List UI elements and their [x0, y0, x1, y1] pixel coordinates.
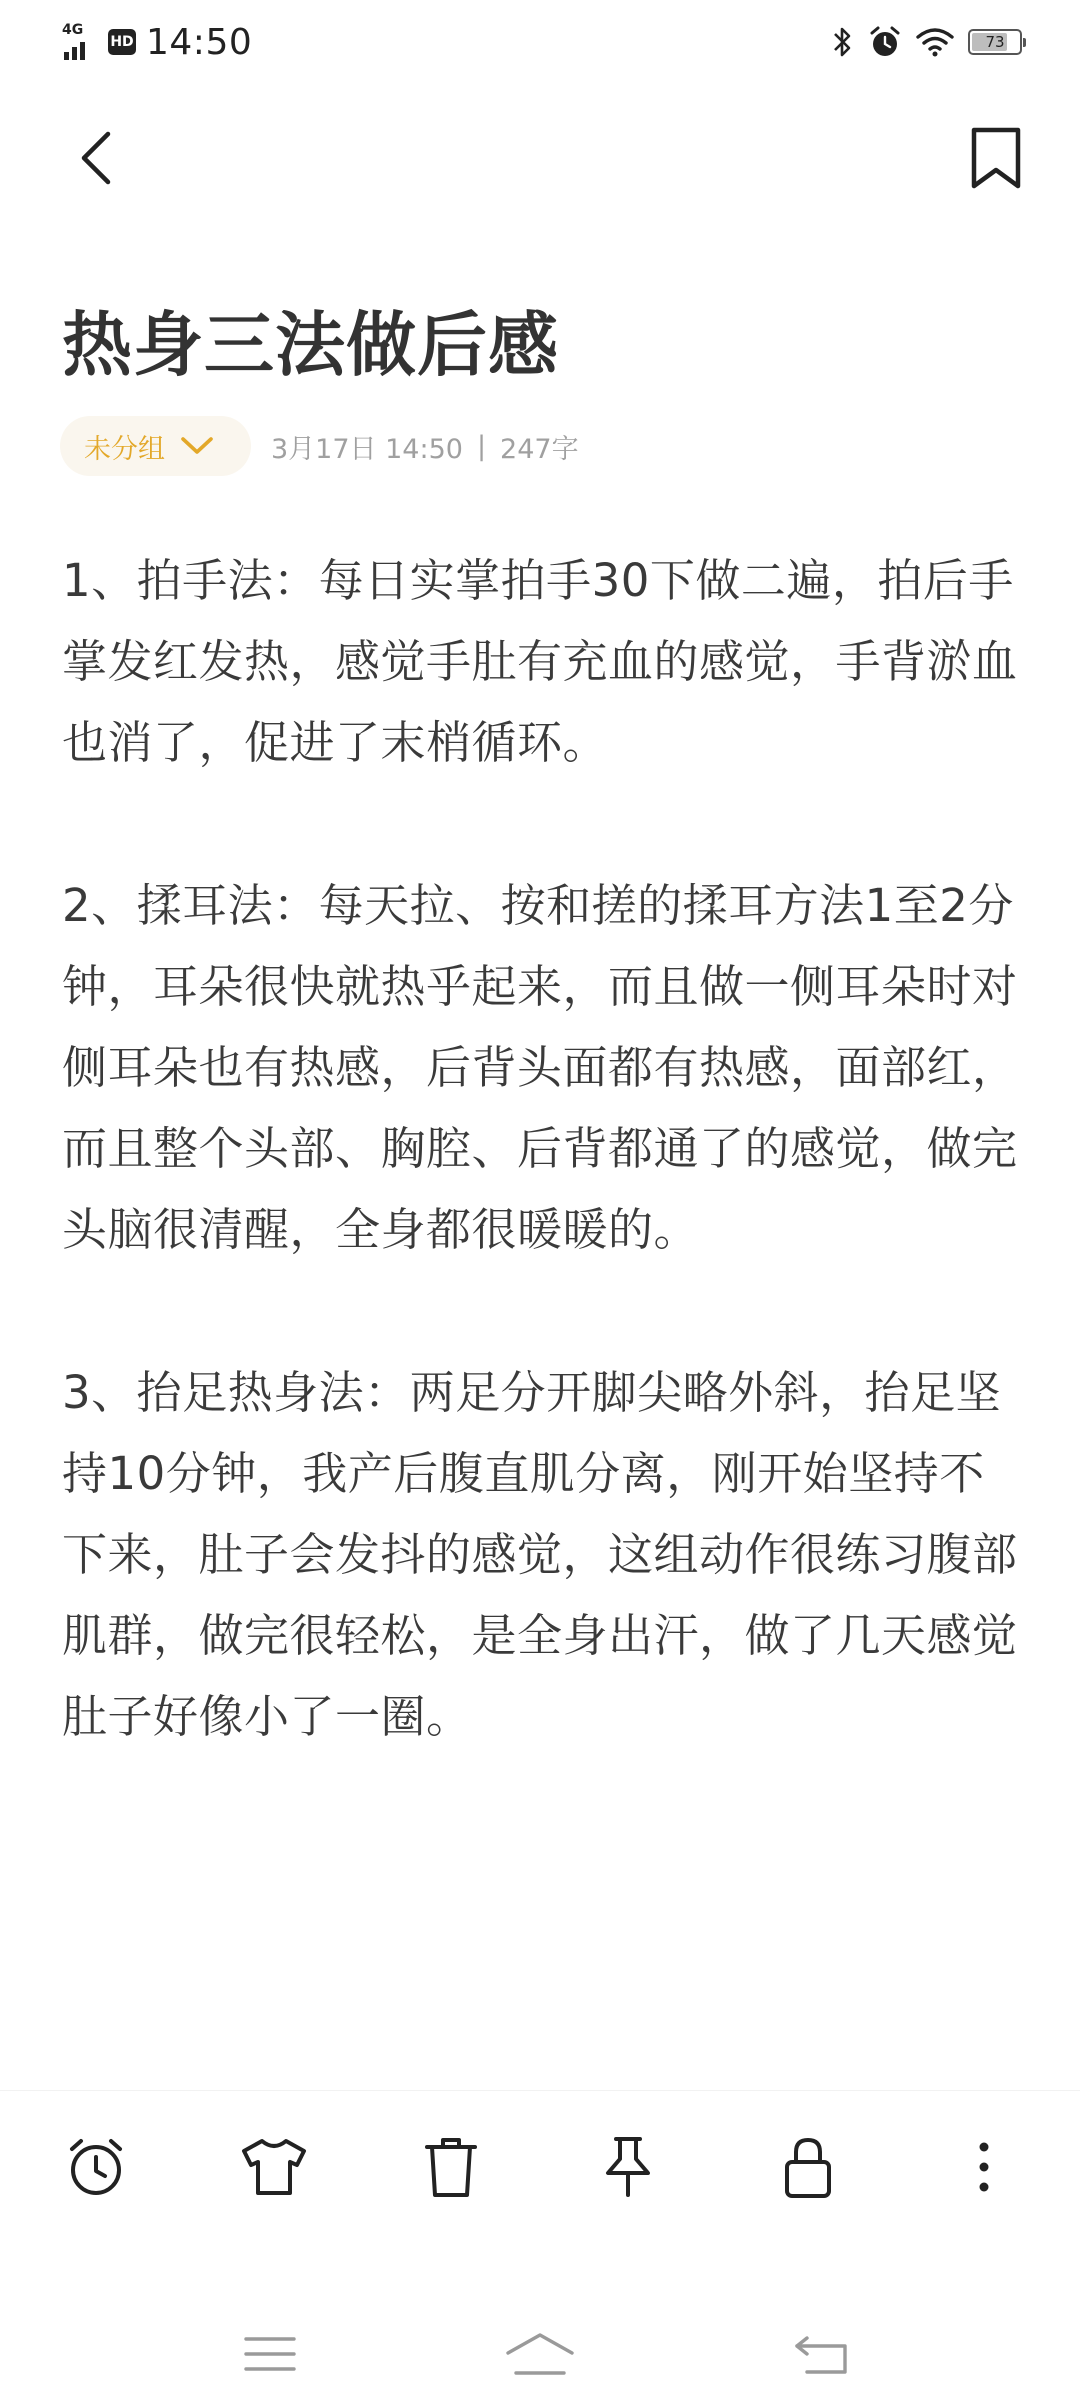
pin-button[interactable] [588, 2127, 668, 2207]
bluetooth-icon [832, 25, 854, 59]
group-selector[interactable] [60, 416, 251, 476]
menu-icon [243, 2334, 297, 2374]
signal-icon [62, 22, 98, 62]
lock-button[interactable] [768, 2127, 848, 2207]
note-paragraph: 2、揉耳法：每天拉、按和搓的揉耳方法1至2分钟，耳朵很快就热乎起来，而且做一侧耳朵时对侧耳朵也有热感，后背头面都有热感，面部红，而且整个头部、胸腔、后背都通了的感觉，做完头脑很清醒，全身都很暖暖的。 [62, 879, 1018, 1256]
navigation-bar [0, 2300, 1080, 2408]
recent-apps-button[interactable] [230, 2322, 310, 2386]
theme-button[interactable] [234, 2127, 314, 2207]
back-button[interactable] [56, 118, 136, 198]
battery-icon [968, 29, 1022, 55]
home-icon [504, 2331, 576, 2377]
more-button[interactable] [944, 2127, 1024, 2207]
alarm-icon [868, 25, 902, 59]
note-paragraph: 3、抬足热身法：两足分开脚尖略外斜，抬足坚持10分钟，我产后腹直肌分离，刚开始坚持不下来，肚子会发抖的感觉，这组动作很练习腹部肌群，做完很轻松，是全身出汗，做了几天感觉肚子好像小了一圈。 [62, 1366, 1018, 1743]
note-title[interactable]: 热身三法做后感 [62, 304, 559, 386]
status-right [832, 16, 1022, 68]
note-date: 3月17日 14:50 [271, 433, 463, 465]
word-count: 247字 [500, 433, 579, 465]
more-vertical-icon [974, 2137, 994, 2197]
home-button[interactable] [500, 2322, 580, 2386]
status-time: 14:50 [146, 21, 253, 63]
bookmark-icon [969, 126, 1023, 190]
tshirt-icon [240, 2137, 308, 2197]
delete-button[interactable] [411, 2127, 491, 2207]
bottom-toolbar [0, 2090, 1080, 2251]
bookmark-button[interactable] [956, 118, 1036, 198]
trash-icon [423, 2135, 479, 2199]
pin-icon [600, 2135, 656, 2199]
top-bar [0, 100, 1080, 220]
note-paragraph: 1、拍手法：每日实掌拍手30下做二遍，拍后手掌发红发热，感觉手肚有充血的感觉，手背淤血也消了，促进了末梢循环。 [62, 554, 1018, 769]
meta-separator: | [476, 430, 487, 462]
note-body[interactable] [62, 540, 1024, 1839]
note-meta [60, 416, 579, 476]
status-left [62, 16, 252, 68]
lock-icon [782, 2134, 834, 2200]
network-type: 4G [62, 22, 84, 38]
reminder-button[interactable] [56, 2127, 136, 2207]
chevron-left-icon [76, 128, 116, 188]
chevron-down-icon [179, 435, 215, 457]
alarm-clock-icon [64, 2135, 128, 2199]
back-nav-icon [793, 2332, 851, 2376]
hd-icon: HD [108, 29, 136, 55]
group-label: 未分组 [84, 433, 165, 465]
back-nav-button[interactable] [782, 2322, 862, 2386]
status-bar [0, 0, 1080, 84]
wifi-icon [916, 27, 954, 57]
battery-level: 73 [985, 33, 1005, 51]
